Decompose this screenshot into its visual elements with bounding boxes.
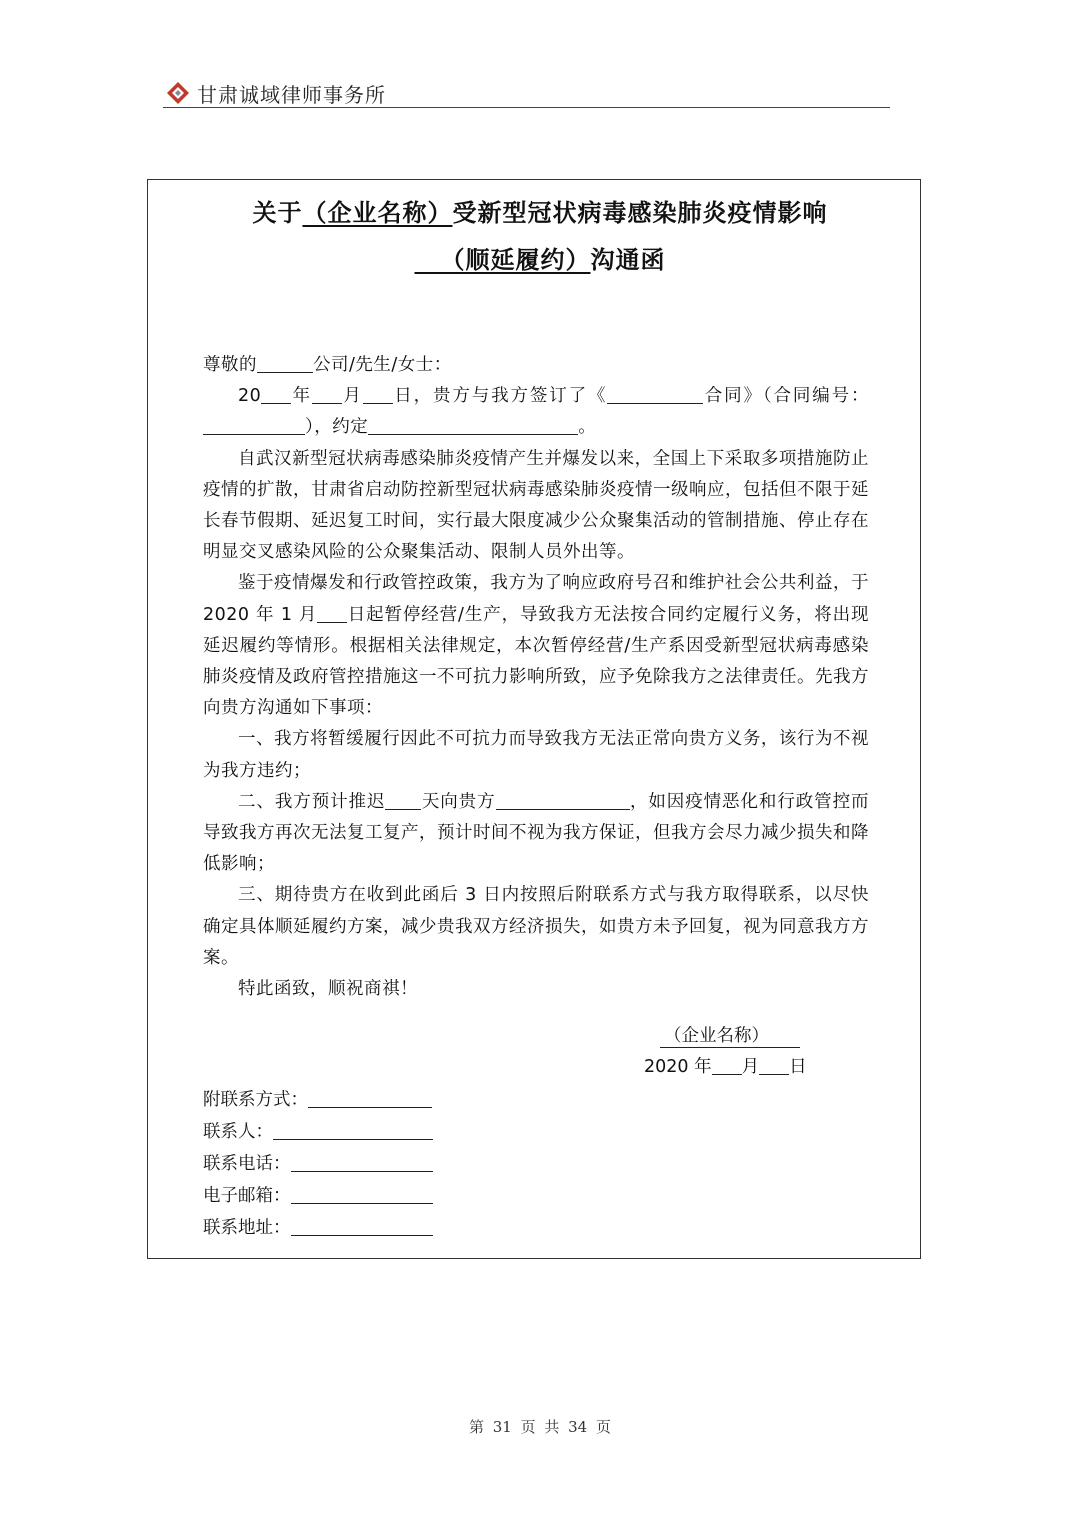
- title-company-placeholder: （企业名称）: [302, 198, 453, 227]
- letter-title-line1: [0, 193, 1080, 228]
- contract-name-blank: [607, 385, 703, 404]
- contact-phone-blank: [291, 1153, 433, 1172]
- contact-address-blank: [291, 1217, 433, 1236]
- suspension-text-a: 鉴于疫情爆发和行政管控政策，我方为了响应政府号召和维护社会公共利益，于 2020 年 1 月: [203, 573, 869, 625]
- year-label: 年: [291, 386, 313, 407]
- suspension-text-b: 日起暂停经营/生产，导致我方无法按合同约定履行义务，将出现延迟履约等情形。根据相关法律规定，本次暂停经营/生产系因受新型冠状病毒感染肺炎疫情及政府管控措施这一不可抗力影响所致，应予免除我方之法律责任。先我方向贵方沟通如下事项：: [203, 604, 869, 719]
- letter-body: [203, 350, 869, 1005]
- contract-number-label: 合同》（合同编号：: [703, 386, 870, 407]
- contact-section: [203, 1084, 433, 1244]
- contract-end: 。: [578, 417, 597, 438]
- day-blank: [363, 385, 393, 404]
- item-two-text-b: 天向贵方: [421, 791, 496, 812]
- letter-title-line2: [0, 240, 1080, 275]
- contact-email-label: 电子邮箱：: [203, 1186, 291, 1206]
- page-header: [163, 76, 890, 106]
- item-three: 三、期待贵方在收到此函后 3 日内按照后附联系方式与我方取得联系，以尽快确定具体顺延履约方案，减少贵我双方经济损失，如贵方未予回复，视为同意我方方案。: [203, 885, 869, 968]
- delay-days-blank: [385, 791, 421, 810]
- signature-company: （企业名称）: [664, 1026, 769, 1046]
- delay-obligation-blank: [496, 791, 630, 810]
- salutation-suffix: 公司/先生/女士：: [313, 355, 452, 375]
- sign-month-blank: [712, 1056, 742, 1075]
- law-firm-logo-icon: [166, 81, 190, 105]
- header-divider: [163, 107, 890, 108]
- item-two: [203, 787, 869, 881]
- title-bracket: [415, 245, 591, 274]
- title-rest: 受新型冠状病毒感染肺炎疫情影响: [452, 198, 828, 227]
- month-label: 月: [342, 386, 363, 407]
- page-number: 第 31 页 共 34 页: [468, 1418, 611, 1436]
- suspension-day-blank: [317, 604, 347, 623]
- contact-phone-label: 联系电话：: [203, 1154, 291, 1174]
- contact-method-blank: [308, 1089, 432, 1108]
- contract-number-blank: [203, 416, 305, 435]
- item-two-text-a: 二、我方预计推迟: [238, 791, 386, 812]
- suspension-paragraph: [203, 568, 869, 724]
- sign-day-blank: [759, 1056, 789, 1075]
- sign-day: 日: [789, 1057, 807, 1077]
- contact-method-label: 附联系方式：: [203, 1090, 308, 1110]
- signature-rule: [660, 1047, 800, 1048]
- title-bracket-text: （顺延履约）: [440, 245, 591, 274]
- title2-rest: 沟通函: [590, 245, 666, 274]
- contact-address-row: [203, 1212, 433, 1244]
- contact-person-row: [203, 1116, 433, 1148]
- contact-email-blank: [291, 1185, 433, 1204]
- recipient-blank: [257, 354, 313, 373]
- salutation-prefix: 尊敬的: [203, 355, 257, 375]
- agreed-terms-blank: [368, 416, 578, 435]
- sign-year: 2020 年: [644, 1057, 712, 1077]
- contract-paragraph: [203, 381, 869, 443]
- closing: 特此函致，顺祝商祺！: [238, 979, 418, 1000]
- sign-month: 月: [741, 1057, 760, 1077]
- salutation: [203, 350, 869, 381]
- contact-address-label: 联系地址：: [203, 1218, 291, 1238]
- contract-signed-text: 日，贵方与我方签订了《: [392, 386, 608, 407]
- contact-method-row: [203, 1084, 433, 1116]
- item-one: 一、我方将暂缓履行因此不可抗力而导致我方无法正常向贵方义务，该行为不视为我方违约；: [203, 729, 869, 781]
- contact-phone-row: [203, 1148, 433, 1180]
- firm-name: 甘肃诚域律师事务所: [197, 83, 386, 107]
- contact-person-label: 联系人：: [203, 1122, 273, 1142]
- agreed-label: ），约定: [305, 417, 369, 438]
- year-blank: [261, 385, 291, 404]
- contact-email-row: [203, 1180, 433, 1212]
- contract-year-prefix: 20: [238, 386, 262, 407]
- signature-date: [644, 1053, 807, 1078]
- month-blank: [312, 385, 342, 404]
- item-two-text-c: ，如因疫情恶化和行政管控而导致我方再次无法复工复产，预计时间不视为我方保证，但我方会尽力减少损失和降低影响；: [203, 791, 870, 875]
- contact-person-blank: [273, 1121, 433, 1140]
- epidemic-paragraph: 自武汉新型冠状病毒感染肺炎疫情产生并爆发以来，全国上下采取多项措施防止疫情的扩散，甘肃省启动防控新型冠状病毒感染肺炎疫情一级响应，包括但不限于延长春节假期、延迟复工时间，实行最大限度减少公众聚集活动的管制措施、停止存在明显交叉感染风险的公众聚集活动、限制人员外出等。: [203, 448, 869, 563]
- title-prefix: 关于: [252, 198, 303, 227]
